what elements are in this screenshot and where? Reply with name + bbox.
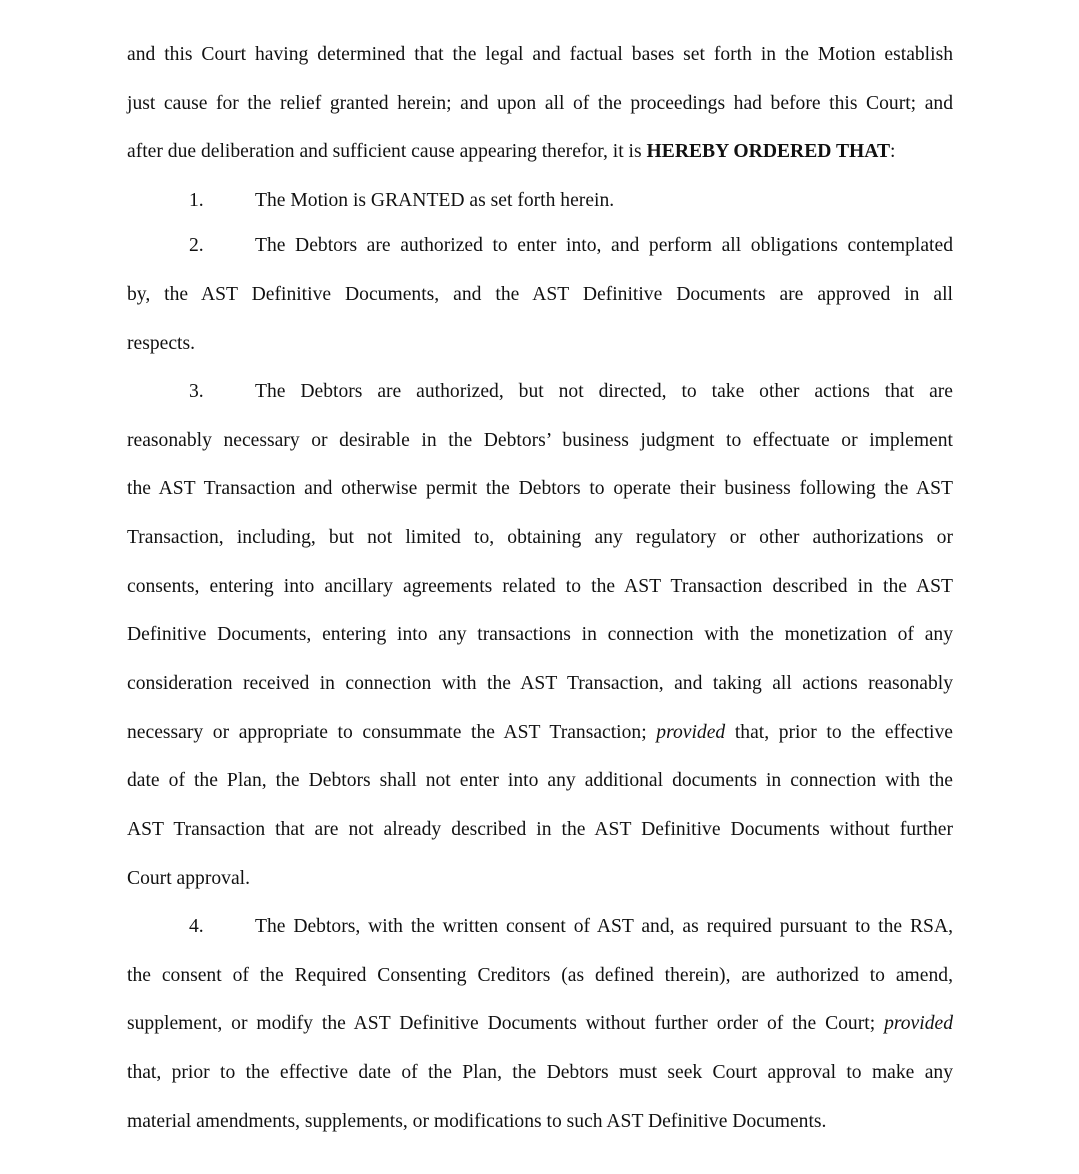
- para3-line-1: The Debtors are authorized, but not directed, to take other actions that are: [255, 381, 953, 402]
- provided-italic: provided: [656, 722, 726, 743]
- para2-line-3: respects.: [127, 333, 196, 354]
- para4-line-5: material amendments, supplements, or modifications to such AST Definitive Documents.: [127, 1111, 827, 1132]
- para3-line-5: consents, entering into ancillary agreements related to the AST Transaction described in the AST: [127, 576, 953, 597]
- provided-italic: provided: [884, 1013, 953, 1034]
- para4-line-4: that, prior to the effective date of the Plan, the Debtors must seek Court approval to make any: [127, 1062, 953, 1083]
- para3-line-10: AST Transaction that are not already described in the AST Definitive Documents without further: [127, 819, 953, 840]
- para4-line-1: The Debtors, with the written consent of AST and, as required pursuant to the RSA,: [255, 916, 953, 937]
- para2-number: 2.: [189, 235, 204, 256]
- para3-number: 3.: [189, 381, 204, 402]
- para3-line-8: necessary or appropriate to consummate the AST Transaction; provided that, prior to the effective: [127, 722, 953, 743]
- para2-line-2: by, the AST Definitive Documents, and the AST Definitive Documents are approved in all: [127, 284, 953, 305]
- para1-line-1: The Motion is GRANTED as set forth herein.: [255, 190, 615, 211]
- para4-number: 4.: [189, 916, 204, 937]
- para4-line-3: supplement, or modify the AST Definitive Documents without further order of the Court; provided: [127, 1013, 953, 1034]
- para3-line-6: Definitive Documents, entering into any transactions in connection with the monetization of any: [127, 624, 953, 645]
- para4-line-2: the consent of the Required Consenting Creditors (as defined therein), are authorized to amend,: [127, 965, 953, 986]
- para3-line-2: reasonably necessary or desirable in the Debtors’ business judgment to effectuate or implement: [127, 430, 953, 451]
- ordered-heading: HEREBY ORDERED THAT: [646, 141, 891, 162]
- para2-line-1: The Debtors are authorized to enter into, and perform all obligations contemplated: [255, 235, 953, 256]
- para1-number: 1.: [189, 190, 204, 211]
- para3-line-7: consideration received in connection with the AST Transaction, and taking all actions reasonably: [127, 673, 953, 694]
- para3-line-3: the AST Transaction and otherwise permit the Debtors to operate their business following the AST: [127, 478, 953, 499]
- para3-line-11: Court approval.: [127, 868, 250, 889]
- intro-line-2: just cause for the relief granted herein; and upon all of the proceedings had before this Court; and: [127, 93, 953, 114]
- intro-line-1: and this Court having determined that the legal and factual bases set forth in the Motion establish: [127, 44, 953, 65]
- para3-line-4: Transaction, including, but not limited to, obtaining any regulatory or other authorizations or: [127, 527, 953, 548]
- intro-line-3: after due deliberation and sufficient cause appearing therefor, it is HEREBY ORDERED THAT:: [127, 141, 896, 162]
- para3-line-9: date of the Plan, the Debtors shall not enter into any additional documents in connection with the: [127, 770, 953, 791]
